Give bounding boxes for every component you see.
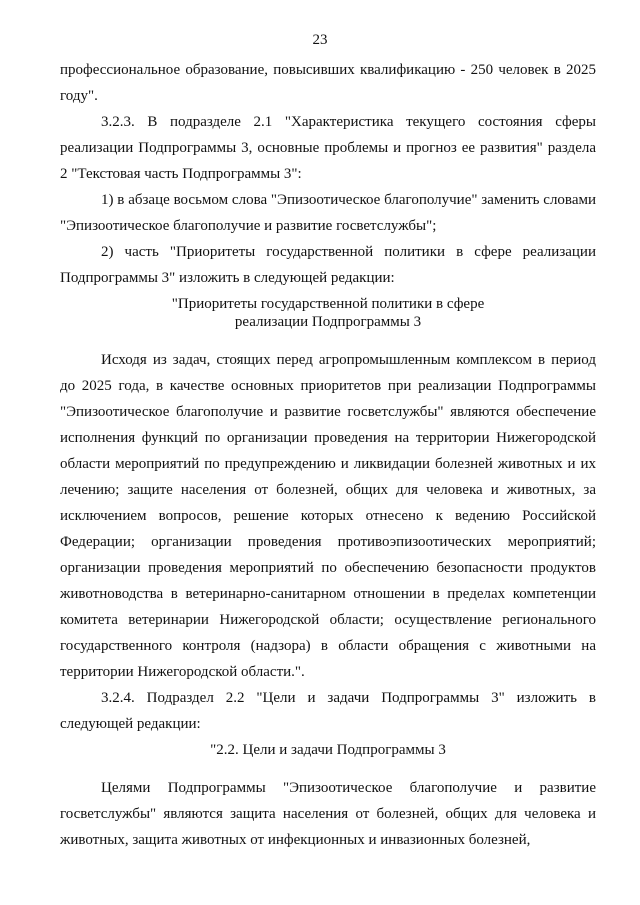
paragraph-item-1: 1) в абзаце восьмом слова "Эпизоотическое благополучие" заменить словами "Эпизоотическое благополучие и развитие госветслужбы";: [60, 192, 596, 234]
paragraph-goals-body: Целями Подпрограммы "Эпизоотическое благополучие и развитие госветслужбы" являются защита населения от болезней, общих для человека и животных, защита животных от инфекционных и инвазионных болезней,: [60, 780, 596, 848]
section-heading-goals: "2.2. Цели и задачи Подпрограммы 3: [210, 742, 446, 758]
paragraph-3-2-4: 3.2.4. Подраздел 2.2 "Цели и задачи Подпрограммы 3" изложить в следующей редакции:: [60, 690, 596, 732]
heading-line-1: "Приоритеты государственной политики в сфере: [171, 296, 485, 312]
paragraph-priorities-body: Исходя из задач, стоящих перед агропромышленным комплексом в период до 2025 года, в качестве основных приоритетов при реализации Подпрограммы "Эпизоотическое благополучие и развитие госветслужбы" являются обеспечение исполнения функций по организации проведения на территории Нижегородской области мероприятий по предупреждению и ликвидации болезней животных и их лечению; защите населения от болезней, общих для человека и животных, за исключением вопросов, решение которых отнесено к ведению Российской Федерации; организации проведения противоэпизоотических мероприятий; организации проведения мероприятий по обеспечению безопасности продуктов животноводства в ветеринарно-санитарном отношении в пределах компетенции комитета ветеринарии Нижегородской области; осуществление регионального государственного контроля (надзора) в области обращения с животными на территории Нижегородской области.".: [60, 352, 596, 680]
paragraph-continuation: профессиональное образование, повысивших квалификацию - 250 человек в 2025 году".: [60, 62, 596, 104]
page-number: 23: [312, 32, 328, 48]
paragraph-item-2: 2) часть "Приоритеты государственной политики в сфере реализации Подпрограммы 3" изложить в следующей редакции:: [60, 244, 596, 286]
paragraph-3-2-3: 3.2.3. В подразделе 2.1 "Характеристика текущего состояния сферы реализации Подпрограммы 3, основные проблемы и прогноз ее развития" раздела 2 "Текстовая часть Подпрограммы 3":: [60, 114, 596, 182]
heading-line-2: реализации Подпрограммы 3: [234, 314, 422, 330]
section-heading-priorities: [60, 295, 596, 331]
document-body: [60, 57, 596, 853]
